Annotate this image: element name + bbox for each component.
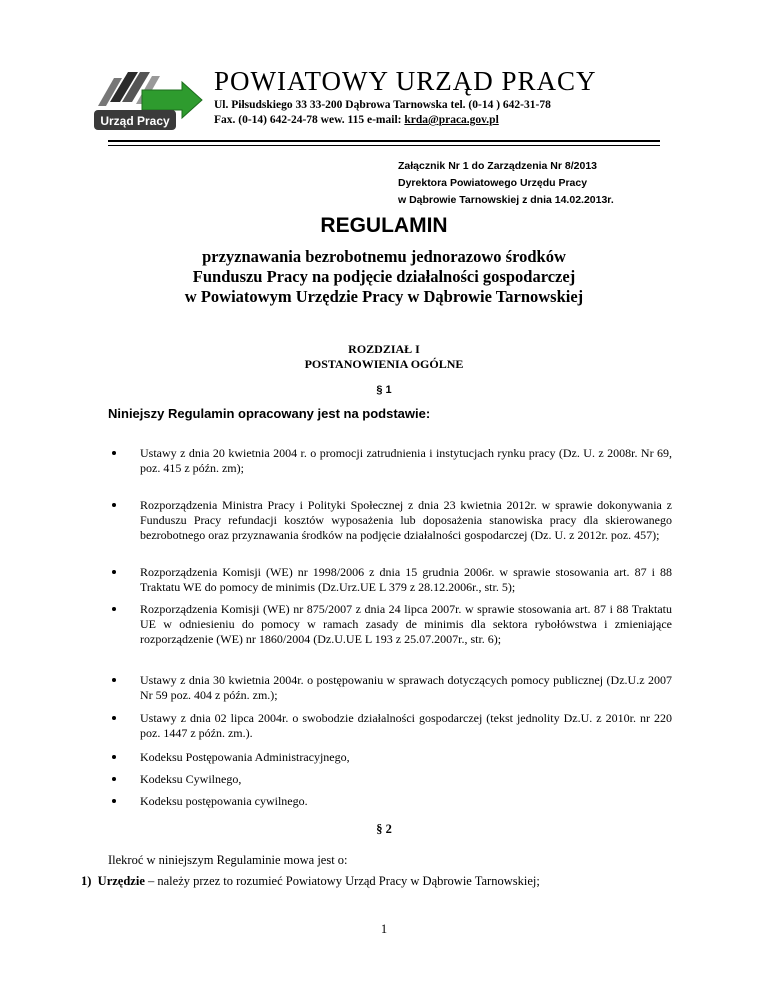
email-link[interactable]: krda@praca.gov.pl: [404, 114, 499, 126]
bullet-icon: [112, 716, 116, 720]
fax-label: Fax. (0-14) 642-24-78 wew. 115 e-mail:: [214, 114, 405, 126]
list-item-text: Kodeksu postępowania cywilnego.: [140, 794, 308, 808]
list-item-text: Rozporządzenia Komisji (WE) nr 875/2007 z dnia 24 lipca 2007r. w sprawie stosowania art. 87 i 88 Traktatu UE w odniesieniu do pomocy w ramach zasady de minimis dla sektora rybołówstwa i zmieniające rozporządzenie (WE) nr 1860/2004 (Dz.U.UE L 193 z 25.07.2007r., str. 6);: [140, 602, 672, 646]
list-item-text: Ustawy z dnia 20 kwietnia 2004 r. o promocji zatrudnienia i instytucjach rynku pracy (Dz. U. z 2008r. Nr 69, poz. 415 z późn. zm);: [140, 446, 672, 475]
list-item-text: Rozporządzenia Ministra Pracy i Polityki Społecznej z dnia 23 kwietnia 2012r. w sprawie dokonywania z Funduszu Pracy refundacji kosztów wyposażenia lub doposażenia stanowiska pracy dla skierowanego bezrobotnego oraz przyznawania środków na podjęcie działalności gospodarczej (Dz. U. z 2012r. poz. 457);: [140, 498, 672, 542]
bullet-icon: [112, 777, 116, 781]
bullet-icon: [112, 607, 116, 611]
annex-line-1: Załącznik Nr 1 do Zarządzenia Nr 8/2013: [398, 160, 597, 172]
list-item-text: Ustawy z dnia 30 kwietnia 2004r. o postępowaniu w sprawach dotyczących pomocy publicznej (Dz.U.z 2007 Nr 59 poz. 404 z późn. zm.);: [140, 673, 672, 702]
chapter-number: ROZDZIAŁ I: [348, 342, 420, 356]
office-name: POWIATOWY URZĄD PRACY: [214, 66, 597, 96]
list-item-text: Rozporządzenia Komisji (WE) nr 1998/2006 z dnia 15 grudnia 2006r. w sprawie stosowania art. 87 i 88 Traktatu WE do pomocy de minimis (Dz.Urz.UE L 379 z 28.12.2006r., str. 5);: [140, 565, 672, 594]
section-1-heading: Niniejszy Regulamin opracowany jest na podstawie:: [108, 406, 431, 421]
subtitle-line-3: w Powiatowym Urzędzie Pracy w Dąbrowie Tarnowskiej: [184, 287, 584, 306]
list-item-text: Ustawy z dnia 02 lipca 2004r. o swobodzie działalności gospodarczej (tekst jednolity Dz.U. z 2010r. nr 220 poz. 1447 z późn. zm.).: [140, 711, 672, 740]
document-title: REGULAMIN: [320, 214, 448, 237]
annex-line-2: Dyrektora Powiatowego Urzędu Pracy: [398, 177, 588, 189]
list-item-text: Kodeksu Postępowania Administracyjnego,: [140, 750, 350, 764]
header-divider-thin: [108, 145, 660, 146]
bullet-icon: [112, 570, 116, 574]
header-divider: [108, 140, 660, 142]
definition-text: – należy przez to rozumieć Powiatowy Urząd Pracy w Dąbrowie Tarnowskiej;: [144, 874, 540, 888]
contact-line: [214, 114, 499, 126]
address-line: Ul. Piłsudskiego 33 33-200 Dąbrowa Tarnowska tel. (0-14 ) 642-31-78: [214, 99, 551, 111]
bullet-icon: [112, 678, 116, 682]
definition-number: 1): [81, 874, 92, 888]
annex-line-3: w Dąbrowie Tarnowskiej z dnia 14.02.2013r.: [398, 194, 614, 206]
section-2-symbol: § 2: [376, 822, 392, 836]
office-logo: [90, 68, 206, 132]
bullet-icon: [112, 799, 116, 803]
page-number: 1: [380, 922, 388, 936]
subtitle-line-1: przyznawania bezrobotnemu jednorazowo środków: [202, 247, 566, 266]
logo-text: Urząd Pracy: [100, 114, 170, 128]
subtitle-line-2: Funduszu Pracy na podjęcie działalności gospodarczej: [192, 267, 576, 286]
definition-item: [81, 874, 540, 889]
definition-term: Urzędzie: [97, 874, 145, 888]
bullet-icon: [112, 755, 116, 759]
section-1-symbol: § 1: [376, 384, 392, 396]
chapter-name: POSTANOWIENIA OGÓLNE: [304, 357, 464, 371]
bullet-icon: [112, 503, 116, 507]
bullet-icon: [112, 451, 116, 455]
list-item-text: Kodeksu Cywilnego,: [140, 772, 242, 786]
section-2-intro: Ilekroć w niniejszym Regulaminie mowa jest o:: [108, 853, 348, 867]
